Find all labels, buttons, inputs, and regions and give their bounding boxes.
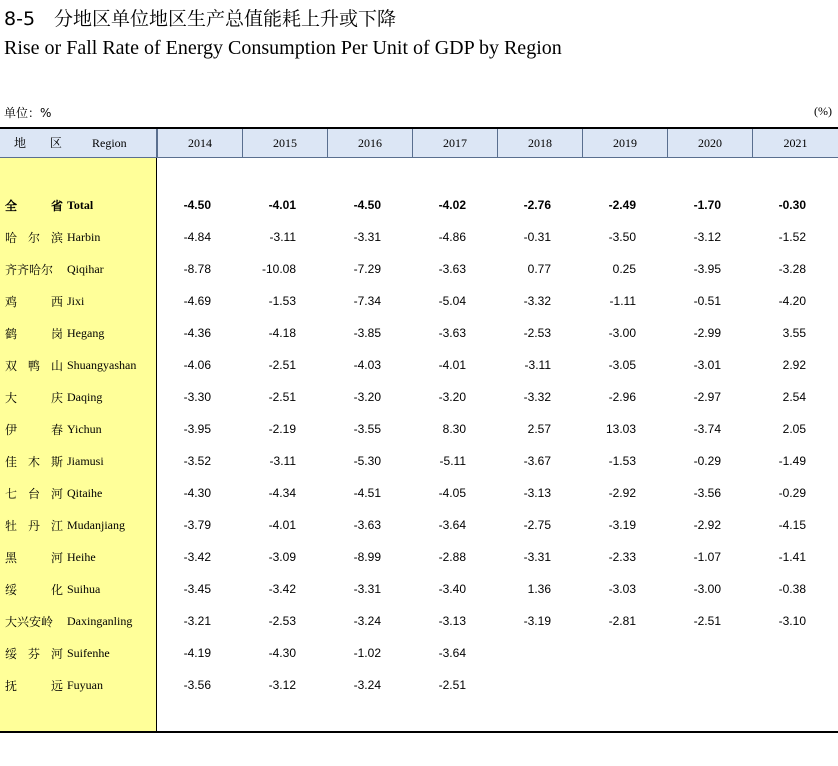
region-name-chinese-part: 伊: [5, 423, 18, 437]
value-cell-2021: -1.41: [778, 550, 806, 564]
value-cell-2020: -1.70: [693, 198, 721, 212]
value-cell-2016: -4.50: [353, 198, 381, 212]
value-cell-2017: -3.63: [438, 262, 466, 276]
region-name-english: Qiqihar: [67, 262, 104, 276]
region-name-chinese-part: 抚: [5, 679, 18, 693]
header-year-2019: 2019: [582, 129, 667, 157]
table-row: [0, 606, 838, 638]
value-cell-2016: -8.99: [353, 550, 381, 564]
value-cell-2018: 2.57: [527, 422, 551, 436]
region-name-english: Fuyuan: [67, 678, 103, 692]
value-cell-2021: 2.54: [782, 390, 806, 404]
header-year-2020: 2020: [667, 129, 752, 157]
value-cell-2021: -3.28: [778, 262, 806, 276]
value-cell-2021: -1.49: [778, 454, 806, 468]
value-cell-2015: -1.53: [268, 294, 296, 308]
value-cell-2020: -3.00: [693, 582, 721, 596]
header-year-2018: 2018: [497, 129, 582, 157]
value-cell-2014: -4.06: [183, 358, 211, 372]
value-cell-2021: -4.20: [778, 294, 806, 308]
region-name-chinese: [5, 357, 63, 374]
value-cell-2017: -3.13: [438, 614, 466, 628]
value-cell-2019: -1.11: [609, 294, 636, 308]
value-cell-2016: -3.55: [353, 422, 381, 436]
region-name-english: Harbin: [67, 230, 101, 244]
value-cell-2020: -1.07: [693, 550, 721, 564]
value-cell-2015: -2.51: [268, 390, 296, 404]
value-cell-2020: -3.01: [693, 358, 721, 372]
header-region-english: Region: [92, 136, 127, 150]
value-cell-2021: -3.10: [778, 614, 806, 628]
region-name-english: Daxinganling: [67, 614, 133, 628]
region-name-chinese: [5, 645, 63, 662]
region-name-chinese-part: 大兴安岭: [5, 615, 54, 629]
header-year-2014: 2014: [157, 129, 242, 157]
region-name-chinese-part: 鸡: [5, 295, 18, 309]
value-cell-2017: -5.04: [438, 294, 466, 308]
value-cell-2016: -5.30: [353, 454, 381, 468]
value-cell-2018: 1.36: [527, 582, 551, 596]
value-cell-2016: -1.02: [353, 646, 381, 660]
value-cell-2014: -3.95: [183, 422, 211, 436]
value-cell-2014: -3.21: [183, 614, 211, 628]
value-cell-2019: -1.53: [608, 454, 636, 468]
region-name-chinese: [5, 485, 63, 502]
table-row: [0, 318, 838, 350]
value-cell-2017: 8.30: [442, 422, 466, 436]
value-cell-2016: -3.20: [353, 390, 381, 404]
region-name-english: Hegang: [67, 326, 105, 340]
value-cell-2021: 3.55: [782, 326, 806, 340]
region-name-chinese: [5, 197, 63, 214]
value-cell-2017: -2.88: [438, 550, 466, 564]
value-cell-2014: -4.30: [183, 486, 211, 500]
region-name-chinese-part: 全: [5, 199, 18, 213]
region-name-chinese-part: 河: [50, 487, 63, 501]
region-name-chinese-part: 绥: [5, 583, 18, 597]
table-row: [0, 382, 838, 414]
value-cell-2019: -2.81: [608, 614, 636, 628]
value-cell-2014: -3.42: [183, 550, 211, 564]
value-cell-2018: -3.13: [523, 486, 551, 500]
region-name-chinese-part: 尔: [27, 231, 40, 245]
value-cell-2020: -2.92: [693, 518, 721, 532]
value-cell-2015: -4.34: [268, 486, 296, 500]
value-cell-2015: -3.12: [268, 678, 296, 692]
value-cell-2017: -4.02: [438, 198, 466, 212]
region-name-chinese-part: 鸭: [27, 359, 40, 373]
value-cell-2016: -7.34: [353, 294, 381, 308]
region-name-chinese: [5, 229, 63, 246]
value-cell-2021: 2.92: [782, 358, 806, 372]
region-name-chinese-part: 哈: [5, 231, 18, 245]
value-cell-2016: -3.63: [353, 518, 381, 532]
value-cell-2014: -3.56: [183, 678, 211, 692]
value-cell-2014: -4.36: [183, 326, 211, 340]
value-cell-2016: -4.51: [353, 486, 381, 500]
header-year-2016: 2016: [327, 129, 412, 157]
value-cell-2014: -3.45: [183, 582, 211, 596]
region-name-chinese-part: 丹: [27, 519, 40, 533]
value-cell-2017: -4.86: [438, 230, 466, 244]
value-cell-2015: -3.11: [269, 454, 296, 468]
value-cell-2017: -3.63: [438, 326, 466, 340]
region-name-chinese-part: 佳: [5, 455, 18, 469]
value-cell-2015: -2.51: [268, 358, 296, 372]
region-name-chinese-part: 河: [50, 551, 63, 565]
region-name-chinese: [5, 517, 63, 534]
region-name-chinese-part: 黑: [5, 551, 18, 565]
value-cell-2014: -4.19: [183, 646, 211, 660]
table-row: [0, 638, 838, 670]
value-cell-2014: -3.79: [183, 518, 211, 532]
value-cell-2021: 2.05: [782, 422, 806, 436]
value-cell-2018: -3.11: [524, 358, 551, 372]
region-name-english: Total: [67, 198, 94, 212]
region-name-chinese: [5, 325, 63, 342]
region-name-english: Yichun: [67, 422, 102, 436]
value-cell-2016: -3.85: [353, 326, 381, 340]
value-cell-2015: -4.01: [268, 198, 296, 212]
value-cell-2021: -0.38: [778, 582, 806, 596]
table-row: [0, 574, 838, 606]
region-name-chinese-part: 牡: [5, 519, 18, 533]
region-name-chinese-part: 春: [50, 423, 63, 437]
region-name-english: Mudanjiang: [67, 518, 125, 532]
value-cell-2015: -4.01: [268, 518, 296, 532]
value-cell-2018: -3.32: [523, 294, 551, 308]
value-cell-2017: -3.64: [438, 518, 466, 532]
region-name-chinese-part: 河: [50, 647, 63, 661]
value-cell-2019: -3.05: [608, 358, 636, 372]
region-name-english: Jiamusi: [67, 454, 104, 468]
region-name-chinese-part: 庆: [50, 391, 63, 405]
table-row: [0, 254, 838, 286]
table-row: [0, 350, 838, 382]
value-cell-2021: -0.29: [778, 486, 806, 500]
table-row: [0, 222, 838, 254]
table-row: [0, 478, 838, 510]
value-cell-2018: -2.76: [523, 198, 551, 212]
value-cell-2018: -3.32: [523, 390, 551, 404]
value-cell-2019: -2.96: [608, 390, 636, 404]
value-cell-2015: -2.19: [268, 422, 296, 436]
value-cell-2017: -2.51: [438, 678, 466, 692]
table-row: [0, 414, 838, 446]
value-cell-2017: -3.40: [438, 582, 466, 596]
unit-label-english: (%): [814, 104, 832, 118]
value-cell-2019: -2.92: [608, 486, 636, 500]
region-name-chinese: [5, 261, 63, 278]
value-cell-2015: -4.18: [268, 326, 296, 340]
value-cell-2019: -2.49: [608, 198, 636, 212]
value-cell-2015: -4.30: [268, 646, 296, 660]
header-region: [0, 129, 157, 157]
region-name-chinese-part: 绥: [5, 647, 18, 661]
value-cell-2020: -2.51: [693, 614, 721, 628]
value-cell-2019: 0.25: [612, 262, 636, 276]
value-cell-2018: -2.75: [523, 518, 551, 532]
region-name-chinese-part: 省: [50, 199, 63, 213]
value-cell-2019: -3.50: [608, 230, 636, 244]
region-name-chinese-part: 齐齐哈尔: [5, 263, 54, 277]
value-cell-2015: -3.09: [268, 550, 296, 564]
value-cell-2014: -4.69: [183, 294, 211, 308]
region-name-chinese-part: 山: [50, 359, 63, 373]
table-row: [0, 542, 838, 574]
region-name-chinese-part: 芬: [27, 647, 40, 661]
value-cell-2020: -3.95: [693, 262, 721, 276]
table-header: [0, 129, 838, 158]
header-year-2017: 2017: [412, 129, 497, 157]
region-name-chinese: [5, 613, 63, 630]
value-cell-2021: -0.30: [778, 198, 806, 212]
value-cell-2017: -4.01: [438, 358, 466, 372]
region-name-chinese-part: 双: [5, 359, 18, 373]
value-cell-2020: -3.12: [693, 230, 721, 244]
header-year-2021: 2021: [752, 129, 838, 157]
region-name-chinese: [5, 677, 63, 694]
value-cell-2021: -4.15: [778, 518, 806, 532]
value-cell-2014: -3.52: [183, 454, 211, 468]
table-row: [0, 510, 838, 542]
value-cell-2015: -2.53: [268, 614, 296, 628]
value-cell-2014: -4.84: [183, 230, 211, 244]
region-name-chinese-part: 江: [50, 519, 63, 533]
value-cell-2021: -1.52: [778, 230, 806, 244]
value-cell-2018: -3.67: [523, 454, 551, 468]
region-name-english: Jixi: [67, 294, 85, 308]
region-name-english: Daqing: [67, 390, 103, 404]
region-name-english: Heihe: [67, 550, 96, 564]
region-name-chinese: [5, 421, 63, 438]
value-cell-2020: -3.56: [693, 486, 721, 500]
table-row: [0, 286, 838, 318]
value-cell-2018: -0.31: [523, 230, 551, 244]
value-cell-2019: -3.19: [608, 518, 636, 532]
value-cell-2018: -3.19: [523, 614, 551, 628]
value-cell-2015: -3.11: [269, 230, 296, 244]
table-title-english: Rise or Fall Rate of Energy Consumption Per Unit of GDP by Region: [4, 37, 562, 59]
value-cell-2016: -3.31: [353, 230, 381, 244]
region-name-english: Qitaihe: [67, 486, 103, 500]
value-cell-2015: -3.42: [268, 582, 296, 596]
value-cell-2018: -2.53: [523, 326, 551, 340]
data-table: [0, 127, 838, 733]
value-cell-2017: -5.11: [439, 454, 466, 468]
table-row: [0, 670, 838, 702]
region-name-chinese: [5, 293, 63, 310]
region-name-chinese-part: 滨: [50, 231, 63, 245]
value-cell-2020: -2.97: [693, 390, 721, 404]
region-name-chinese-part: 岗: [50, 327, 63, 341]
table-row: [0, 446, 838, 478]
table-row: [0, 190, 838, 222]
value-cell-2017: -3.20: [438, 390, 466, 404]
region-name-chinese-part: 远: [50, 679, 63, 693]
value-cell-2018: -3.31: [523, 550, 551, 564]
value-cell-2016: -3.24: [353, 614, 381, 628]
value-cell-2016: -3.24: [353, 678, 381, 692]
value-cell-2014: -3.30: [183, 390, 211, 404]
region-name-english: Shuangyashan: [67, 358, 137, 372]
value-cell-2019: -2.33: [608, 550, 636, 564]
value-cell-2019: -3.00: [608, 326, 636, 340]
region-name-english: Suihua: [67, 582, 101, 596]
region-name-chinese-part: 西: [50, 295, 63, 309]
value-cell-2016: -3.31: [353, 582, 381, 596]
value-cell-2019: -3.03: [608, 582, 636, 596]
header-region-chinese: 地 区: [14, 136, 72, 150]
value-cell-2020: -0.51: [693, 294, 721, 308]
region-name-chinese-part: 化: [50, 583, 63, 597]
region-name-chinese-part: 七: [5, 487, 18, 501]
value-cell-2015: -10.08: [261, 262, 296, 276]
unit-label: 单位：%: [4, 106, 52, 120]
value-cell-2020: -2.99: [693, 326, 721, 340]
value-cell-2017: -3.64: [438, 646, 466, 660]
region-name-english: Suifenhe: [67, 646, 110, 660]
region-name-chinese: [5, 549, 63, 566]
value-cell-2019: 13.03: [605, 422, 636, 436]
value-cell-2014: -4.50: [183, 198, 211, 212]
region-name-chinese-part: 木: [27, 455, 40, 469]
region-name-chinese-part: 台: [27, 487, 40, 501]
region-name-chinese-part: 斯: [50, 455, 63, 469]
table-title-chinese: 8-5 分地区单位地区生产总值能耗上升或下降: [4, 8, 397, 30]
value-cell-2018: 0.77: [527, 262, 551, 276]
value-cell-2020: -3.74: [693, 422, 721, 436]
header-year-2015: 2015: [242, 129, 327, 157]
value-cell-2014: -8.78: [183, 262, 211, 276]
value-cell-2017: -4.05: [438, 486, 466, 500]
region-name-chinese: [5, 453, 63, 470]
region-name-chinese: [5, 581, 63, 598]
region-name-chinese-part: 鹤: [5, 327, 18, 341]
value-cell-2020: -0.29: [693, 454, 721, 468]
region-name-chinese-part: 大: [5, 391, 18, 405]
value-cell-2016: -4.03: [353, 358, 381, 372]
table-bottom-rule: [0, 731, 838, 733]
region-name-chinese: [5, 389, 63, 406]
value-cell-2016: -7.29: [353, 262, 381, 276]
